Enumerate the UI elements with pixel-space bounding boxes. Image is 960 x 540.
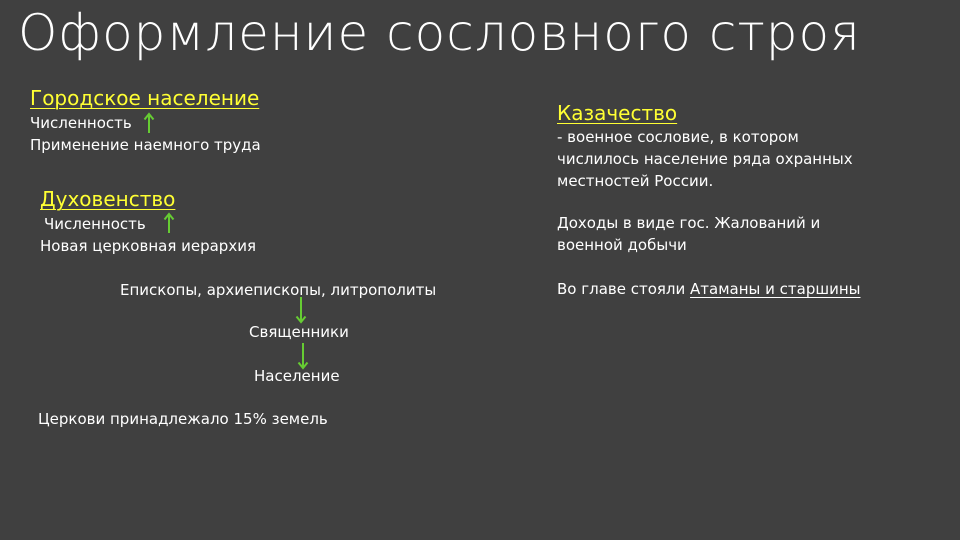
down-arrow-icon — [295, 296, 307, 324]
urban-hired-labor: Применение наемного труда — [30, 136, 261, 154]
clergy-heading: Духовенство — [40, 187, 176, 211]
cossacks-heading: Казачество — [557, 101, 678, 125]
hierarchy-level-priests: Священники — [249, 323, 349, 341]
hierarchy-level-population: Население — [254, 367, 340, 385]
down-arrow-icon — [297, 342, 309, 370]
atamans-link[interactable]: Атаманы и старшины — [690, 280, 861, 298]
clergy-hierarchy-label: Новая церковная иерархия — [40, 237, 256, 255]
urban-numbers-label: Численность — [30, 114, 132, 132]
urban-heading: Городское население — [30, 86, 260, 110]
church-land-share: Церкови принадлежало 15% земель — [38, 410, 328, 428]
hierarchy-level-bishops: Епископы, архиепископы, литрополиты — [120, 281, 437, 299]
increase-arrow-icon — [163, 212, 175, 234]
cossacks-income-line2: военной добычи — [557, 236, 687, 254]
cossacks-desc-line1: - военное сословие, в котором — [557, 128, 799, 146]
cossacks-leaders — [557, 280, 861, 298]
increase-arrow-icon — [143, 112, 155, 134]
cossacks-desc-line3: местностей России. — [557, 172, 714, 190]
cossacks-leaders-prefix: Во главе стояли — [557, 280, 691, 298]
cossacks-income-line1: Доходы в виде гос. Жалований и — [557, 214, 821, 232]
cossacks-desc-line2: числилось население ряда охранных — [557, 150, 853, 168]
slide-title: Оформление сословного строя — [18, 4, 861, 62]
clergy-numbers-label: Численность — [44, 215, 146, 233]
